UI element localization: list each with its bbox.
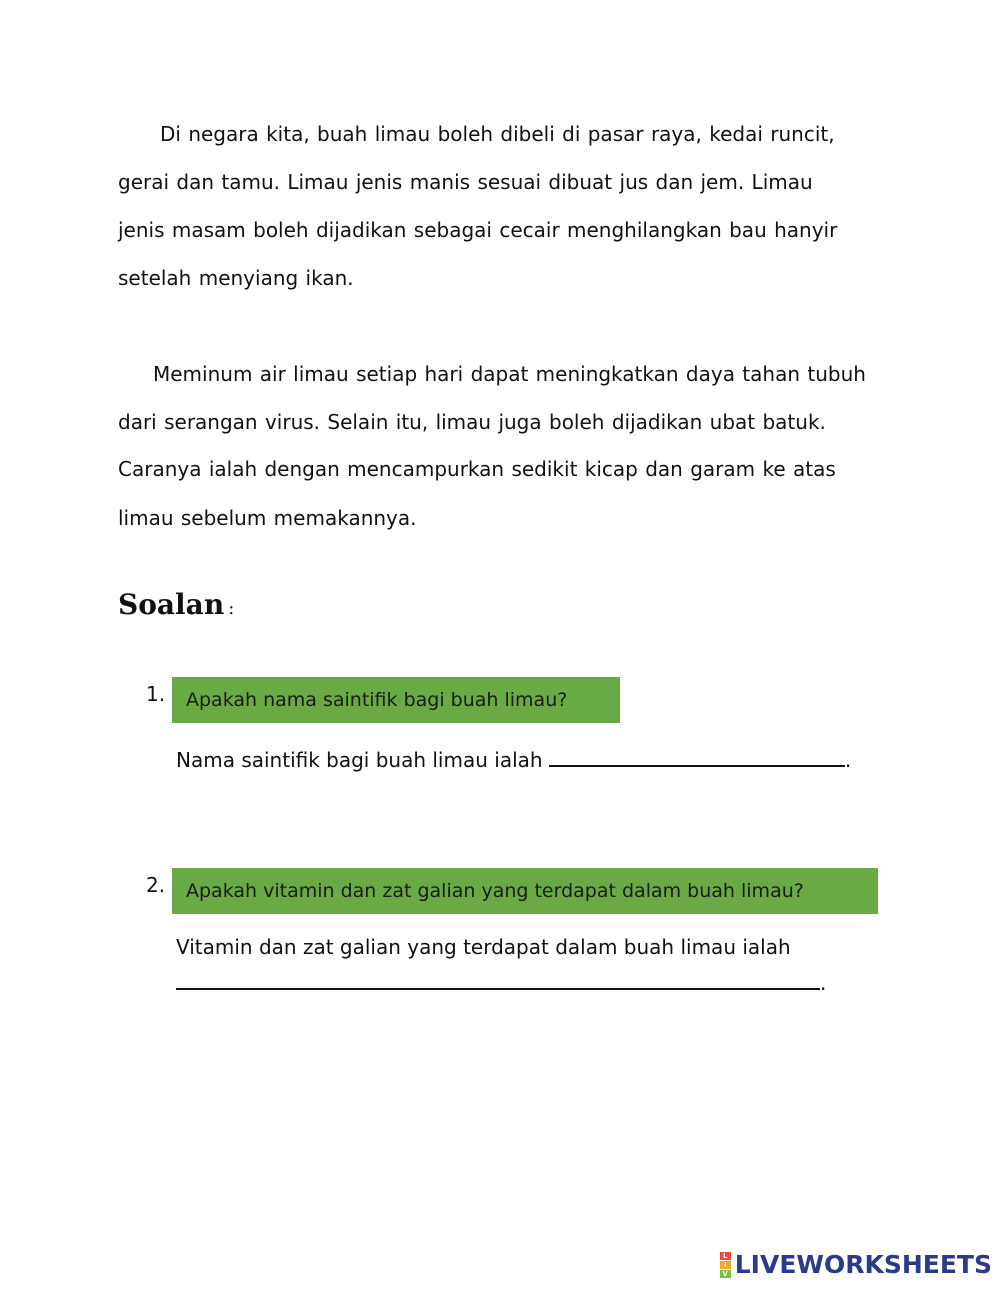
paragraph-1-line-4: setelah menyiang ikan. (118, 266, 354, 290)
questions-heading (118, 588, 234, 621)
questions-heading-colon: : (228, 598, 235, 619)
question-1-box: Apakah nama saintifik bagi buah limau? (172, 677, 620, 723)
question-2-number: 2. (146, 873, 166, 897)
logo-icon (720, 1252, 731, 1278)
paragraph-2-line-3: Caranya ialah dengan mencampurkan sedikit kicap dan garam ke atas (118, 457, 836, 481)
paragraph-2-line-1: Meminum air limau setiap hari dapat meningkatkan daya tahan tubuh (153, 362, 866, 386)
answer-1-suffix: . (844, 748, 852, 772)
question-1-answer (176, 745, 851, 772)
questions-heading-text: Soalan (118, 588, 225, 621)
paragraph-1-line-3: jenis masam boleh dijadikan sebagai cecair menghilangkan bau hanyir (118, 218, 838, 242)
paragraph-2-line-4: limau sebelum memakannya. (118, 506, 417, 530)
paragraph-1-line-1: Di negara kita, buah limau boleh dibeli di pasar raya, kedai runcit, (160, 122, 835, 146)
answer-1-blank[interactable] (549, 745, 845, 767)
logo-block-i: I (720, 1261, 731, 1269)
logo-block-v: V (720, 1270, 731, 1278)
answer-2-suffix: . (820, 971, 827, 995)
paragraph-1-line-2: gerai dan tamu. Limau jenis manis sesuai dibuat jus dan jem. Limau (118, 170, 813, 194)
question-1-number: 1. (146, 682, 166, 706)
question-2-answer-prefix: Vitamin dan zat galian yang terdapat dalam buah limau ialah (176, 935, 791, 959)
question-2-box: Apakah vitamin dan zat galian yang terdapat dalam buah limau? (172, 868, 878, 914)
answer-2-blank[interactable] (176, 968, 820, 990)
paragraph-2-line-2: dari serangan virus. Selain itu, limau juga boleh dijadikan ubat batuk. (118, 410, 826, 434)
logo-block-l: L (720, 1252, 731, 1260)
logo-text: LIVEWORKSHEETS (734, 1250, 992, 1279)
liveworksheets-logo (720, 1250, 992, 1279)
answer-1-prefix: Nama saintifik bagi buah limau ialah (176, 748, 543, 772)
question-2-answer-line (176, 968, 826, 995)
